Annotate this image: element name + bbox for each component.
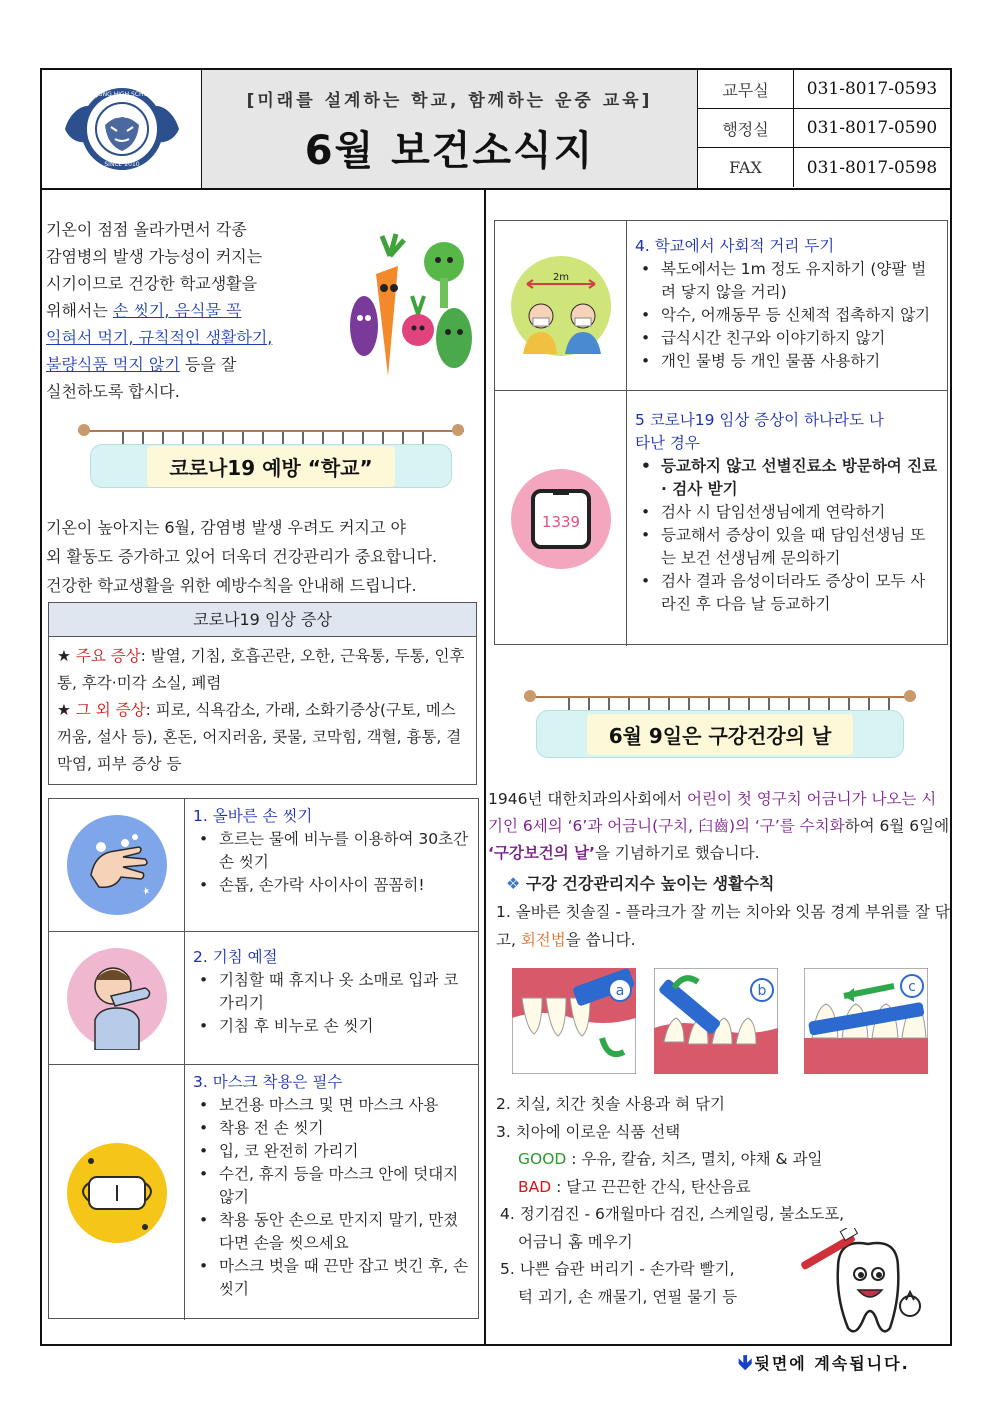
continued-text: 뒷면에 계속됩니다.	[754, 1354, 910, 1373]
svg-text:UNJUNG HIGH SCHOOL: UNJUNG HIGH SCHOOL	[87, 91, 156, 98]
rotation-method: 회전법	[520, 931, 566, 949]
bad-foods	[496, 1174, 956, 1202]
tiger-emblem-icon	[57, 79, 187, 179]
oral-history-paragraph	[488, 786, 950, 867]
vegetable-characters-icon	[348, 226, 478, 376]
oral-text: 하여 6월 6일에	[844, 817, 950, 835]
intro-line: 시기이므로 건강한 학교생활을	[46, 274, 258, 293]
rule-title: 4. 학교에서 사회적 거리 두기	[635, 237, 835, 255]
newsletter-frame	[40, 68, 952, 1346]
oral-rule-4-cont: 어금니 홈 메우기	[518, 1232, 633, 1251]
good-foods	[496, 1146, 956, 1174]
main-symptoms-label: 주요 증상	[75, 647, 141, 665]
other-symptoms-text: : 피로, 식욕감소, 가래, 소화기증상(구토, 메스꺼움, 설사 등), 혼돈, 어지러움, 콧물, 코막힘, 객혈, 흉통, 결막염, 피부 증상 등	[57, 701, 462, 773]
rule-item: • 복도에서는 1m 정도 유지하기 (양팔 벌려 닿지 않을 거리)	[635, 258, 939, 304]
rule-content	[185, 799, 478, 931]
oral-rule-text: 을 씁니다.	[565, 931, 636, 949]
rule-icon-cell	[49, 932, 185, 1064]
tooth-character-icon	[798, 1228, 938, 1342]
intro-line: 기온이 점점 올라가면서 각종	[46, 220, 247, 239]
rule-item: • 검사 결과 음성이더라도 증상이 모두 사라진 후 다음 날 등교하기	[635, 570, 939, 616]
intro-text: 위해서는	[46, 301, 113, 320]
rule-title: 3. 마스크 착용은 필수	[193, 1073, 343, 1091]
banner-covid-school	[78, 430, 464, 488]
rule-item: • 착용 동안 손으로 만지지 말기, 만졌다면 손을 씻으세요	[193, 1209, 470, 1255]
rule-item: • 보건용 마스크 및 면 마스크 사용	[193, 1094, 470, 1117]
intro-line: 감염병의 발생 가능성이 커지는	[46, 247, 263, 266]
rule-item: • 등교하지 않고 선별진료소 방문하여 진료 · 검사 받기	[635, 455, 939, 501]
title-block	[202, 70, 698, 188]
banner-title: 코로나19 예방 “학교”	[147, 446, 394, 487]
main-symptoms	[57, 643, 468, 697]
good-text: : 우유, 칼슘, 치즈, 멸치, 야채 & 과일	[566, 1150, 823, 1168]
rule-item: • 손톱, 손가락 사이사이 꼼꼼히!	[193, 874, 470, 897]
rule-item: • 검사 시 담임선생님에게 연락하기	[635, 501, 939, 524]
intro2-line: 건강한 학교생활을 위한 예방수칙을 안내해 드립니다.	[46, 576, 417, 595]
oral-rule-1	[496, 898, 950, 954]
rule-content	[627, 391, 947, 646]
rule-item: • 마스크 벗을 때 끈만 잡고 벗긴 후, 손 씻기	[193, 1255, 470, 1301]
banner-oral-health-day	[524, 696, 916, 758]
newsletter-subtitle: [미래를 설계하는 학교, 함께하는 운중 교육]	[246, 91, 653, 111]
highlight-text: 손 씻기, 음식물 꼭	[112, 301, 242, 320]
intro-text: 등을 잘	[179, 355, 237, 374]
handwashing-icon	[65, 813, 169, 917]
rule-icon-cell	[49, 1065, 185, 1320]
banner-box	[536, 710, 904, 758]
other-symptoms-label: 그 외 증상	[75, 701, 146, 719]
rule-row-distance	[495, 221, 947, 391]
svg-text:1339: 1339	[541, 512, 580, 531]
rule-content	[185, 932, 478, 1064]
other-symptoms	[57, 697, 468, 778]
contact-row	[698, 70, 950, 109]
brushing-step-c-icon	[804, 968, 928, 1074]
arrow-down-icon: 🡻	[738, 1350, 755, 1374]
intro-line	[46, 297, 336, 324]
contact-fax: 031-8017-0598	[806, 157, 938, 178]
rule-row-cough	[49, 932, 478, 1065]
covid-symptoms-box	[48, 602, 477, 785]
rule-item: • 기침할 때 휴지나 옷 소매로 입과 코 가리기	[193, 969, 470, 1015]
prevention-rules-table-left	[48, 798, 479, 1319]
star-icon: ★	[57, 647, 71, 665]
contact-label: FAX	[698, 148, 794, 187]
rule-title: 1. 올바른 손 씻기	[193, 807, 313, 825]
rule-item: • 악수, 어깨동무 등 신체적 접촉하지 않기	[635, 304, 939, 327]
star-icon: ★	[57, 701, 71, 719]
oral-rule-2: 2. 치실, 치간 칫솔 사용과 혀 닦기	[496, 1095, 725, 1113]
oral-rule-text: 1. 올바른 칫솔질 - 플라크가 잘 끼는 치아와 잇몸 경계 부위를 잘 닦고,	[496, 903, 950, 949]
contact-label: 교무실	[698, 70, 794, 108]
rule-item: • 흐르는 물에 비누를 이용하여 30초간 손 씻기	[193, 828, 470, 874]
social-distance-icon	[509, 254, 613, 358]
rule-list	[193, 828, 470, 897]
prevention-intro	[46, 513, 486, 600]
rule-icon-cell	[495, 391, 627, 646]
brushing-step-a-icon	[512, 968, 636, 1074]
rule-title: 5 코로나19 임상 증상이 하나라도 나타난 경우	[635, 411, 884, 452]
contact-phone: 031-8017-0590	[806, 118, 938, 138]
phone-hotline-icon	[509, 467, 613, 571]
intro-line	[46, 351, 336, 378]
contact-row	[698, 109, 950, 148]
rule-row-handwash	[49, 799, 478, 932]
oral-day-name: ‘구강보건의 날’	[488, 844, 596, 862]
continued-notice	[738, 1348, 910, 1382]
svg-text:운중: 운중	[113, 110, 130, 119]
oral-rules-title: 구강 건강관리지수 높이는 생활수칙	[525, 874, 775, 893]
rule-list	[193, 1094, 470, 1301]
brushing-step-b-icon	[654, 968, 778, 1074]
banner-box	[90, 444, 452, 488]
rule-list	[635, 258, 939, 373]
svg-text:b: b	[757, 983, 767, 999]
highlight-text: 불량식품 먹지 않기	[46, 355, 180, 374]
svg-text:2m: 2m	[552, 271, 569, 283]
rule-item: • 착용 전 손 씻기	[193, 1117, 470, 1140]
intro-paragraph	[46, 216, 336, 405]
school-logo	[42, 70, 202, 188]
highlight-text: 익혀서 먹기, 규칙적인 생활하기,	[46, 328, 273, 347]
intro2-line: 외 활동도 증가하고 있어 더욱더 건강관리가 중요합니다.	[46, 547, 438, 566]
oral-rules-heading	[506, 870, 926, 897]
good-label: GOOD	[518, 1150, 567, 1168]
rule-item: • 개인 물병 등 개인 물품 사용하기	[635, 350, 939, 373]
intro2-line: 기온이 높아지는 6월, 감염병 발생 우려도 커지고 야	[46, 518, 406, 537]
rule-row-mask	[49, 1065, 478, 1320]
rule-list	[193, 969, 470, 1038]
rule-content	[185, 1065, 478, 1320]
symptoms-title: 코로나19 임상 증상	[49, 603, 476, 637]
newsletter-title: 6월 보건소식지	[304, 128, 595, 174]
rule-item: • 등교해서 증상이 있을 때 담임선생님 또는 보건 선생님께 문의하기	[635, 524, 939, 570]
rule-item: • 입, 코 완전히 가리기	[193, 1140, 470, 1163]
rule-icon-cell	[495, 221, 627, 390]
intro-line: 실천하도록 합시다.	[46, 382, 180, 401]
face-mask-icon	[65, 1141, 169, 1245]
banner-title: 6월 9일은 구강건강의 날	[587, 714, 854, 755]
rule-title: 2. 기침 예절	[193, 948, 278, 966]
rule-item: • 기침 후 비누로 손 씻기	[193, 1015, 470, 1038]
oral-rule-4: 4. 정기검진 - 6개월마다 검진, 스케일링, 불소도포,	[500, 1205, 845, 1223]
header	[42, 70, 950, 190]
rule-list	[635, 455, 939, 616]
oral-highlight: 어린이 첫 영구치 어금니가 나오는 시기인 6세의 ‘6’과 어금니(구치, 臼齒)의 ‘구’를 수치화	[488, 790, 937, 835]
rule-icon-cell	[49, 799, 185, 931]
rule-item: • 급식시간 친구와 이야기하지 않기	[635, 327, 939, 350]
svg-text:SINCE 2010: SINCE 2010	[103, 161, 140, 168]
svg-text:c: c	[908, 979, 916, 995]
cough-etiquette-icon	[65, 946, 169, 1050]
rule-row-symptom-action	[495, 391, 947, 646]
contact-label: 행정실	[698, 109, 794, 147]
toothbrush-bullet-icon: ❖	[506, 874, 521, 893]
symptoms-body	[49, 637, 476, 784]
contact-phone: 031-8017-0593	[806, 79, 938, 99]
rule-item: • 수건, 휴지 등을 마스크 안에 덧대지 않기	[193, 1163, 470, 1209]
rule-content	[627, 221, 947, 390]
bad-text: : 달고 끈끈한 간식, 탄산음료	[551, 1177, 751, 1196]
svg-text:a: a	[615, 983, 625, 999]
oral-text: 1946년 대한치과의사회에서	[488, 790, 688, 808]
main-symptoms-text: : 발열, 기침, 호흡곤란, 오한, 근육통, 두통, 인후통, 후각·미각 소실, 폐렴	[57, 647, 465, 692]
contact-table	[698, 70, 950, 188]
contact-row	[698, 148, 950, 187]
oral-rule-5: 5. 나쁜 습관 버리기 - 손가락 빨기,	[500, 1260, 735, 1278]
column-divider	[484, 190, 486, 1346]
prevention-rules-table-right	[494, 220, 948, 645]
oral-rule-5-cont: 턱 괴기, 손 깨물기, 연필 물기 등	[518, 1287, 738, 1306]
bad-label: BAD	[518, 1177, 552, 1196]
oral-text: 을 기념하기로 했습니다.	[595, 844, 760, 862]
oral-rule-3: 3. 치아에 이로운 식품 선택	[496, 1122, 681, 1141]
